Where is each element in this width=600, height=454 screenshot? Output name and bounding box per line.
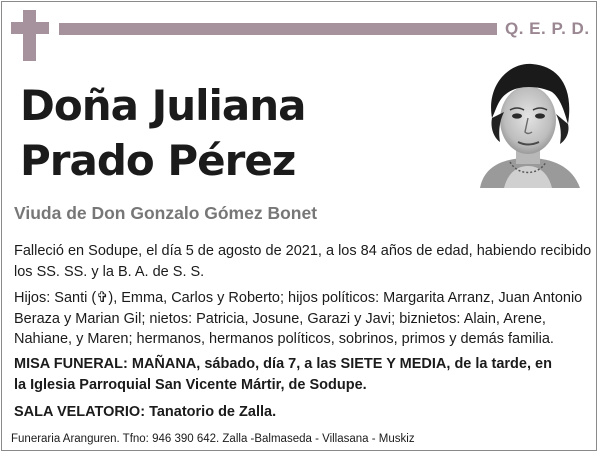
funeral-home-footer: Funeraria Aranguren. Tfno: 946 390 642. Zalla -Balmaseda - Villasana - Muskiz bbox=[11, 433, 415, 445]
cross-icon-horizontal bbox=[11, 22, 49, 34]
cross-icon-vertical bbox=[23, 10, 36, 61]
qepd-label: Q. E. P. D. bbox=[505, 19, 590, 38]
deceased-name-line1: Doña Juliana bbox=[20, 81, 306, 130]
funeral-mass-notice bbox=[14, 354, 594, 395]
subtitle-widow-of: Viuda de Don Gonzalo Gómez Bonet bbox=[14, 203, 318, 223]
deceased-name bbox=[20, 78, 306, 188]
deceased-name-line2: Prado Pérez bbox=[20, 136, 296, 185]
family-list-text-start: Hijos: Santi ( bbox=[14, 290, 97, 306]
wake-room-notice: SALA VELATORIO: Tanatorio de Zalla. bbox=[14, 404, 277, 420]
family-list bbox=[14, 288, 594, 350]
death-notice: Falleció en Sodupe, el día 5 de agosto de 2021, a los 84 años de edad, habiendo recibido los SS. SS. y la B. A. de S. S. bbox=[14, 243, 592, 280]
header-divider-bar bbox=[59, 23, 497, 35]
funeral-mass-line1: MISA FUNERAL: MAÑANA, sábado, día 7, a las SIETE Y MEDIA, de la tarde, en bbox=[14, 356, 552, 372]
funeral-mass-line2: la Iglesia Parroquial San Vicente Mártir, de Sodupe. bbox=[14, 376, 367, 393]
portrait-photo bbox=[474, 58, 582, 188]
cross-symbol-icon: ✞ bbox=[96, 290, 109, 306]
family-list-text-rest: ), Emma, Carlos y Roberto; hijos políticos: Margarita Arranz, Juan Antonio Beraza y Marian Gil; nietos: Patricia, Josune, Garazi y Javi; biznietos: Alain, Arene, Nahiane, y Maren; hermanos, hermanos políticos, sobrinos, primos y demás familia. bbox=[14, 290, 583, 347]
